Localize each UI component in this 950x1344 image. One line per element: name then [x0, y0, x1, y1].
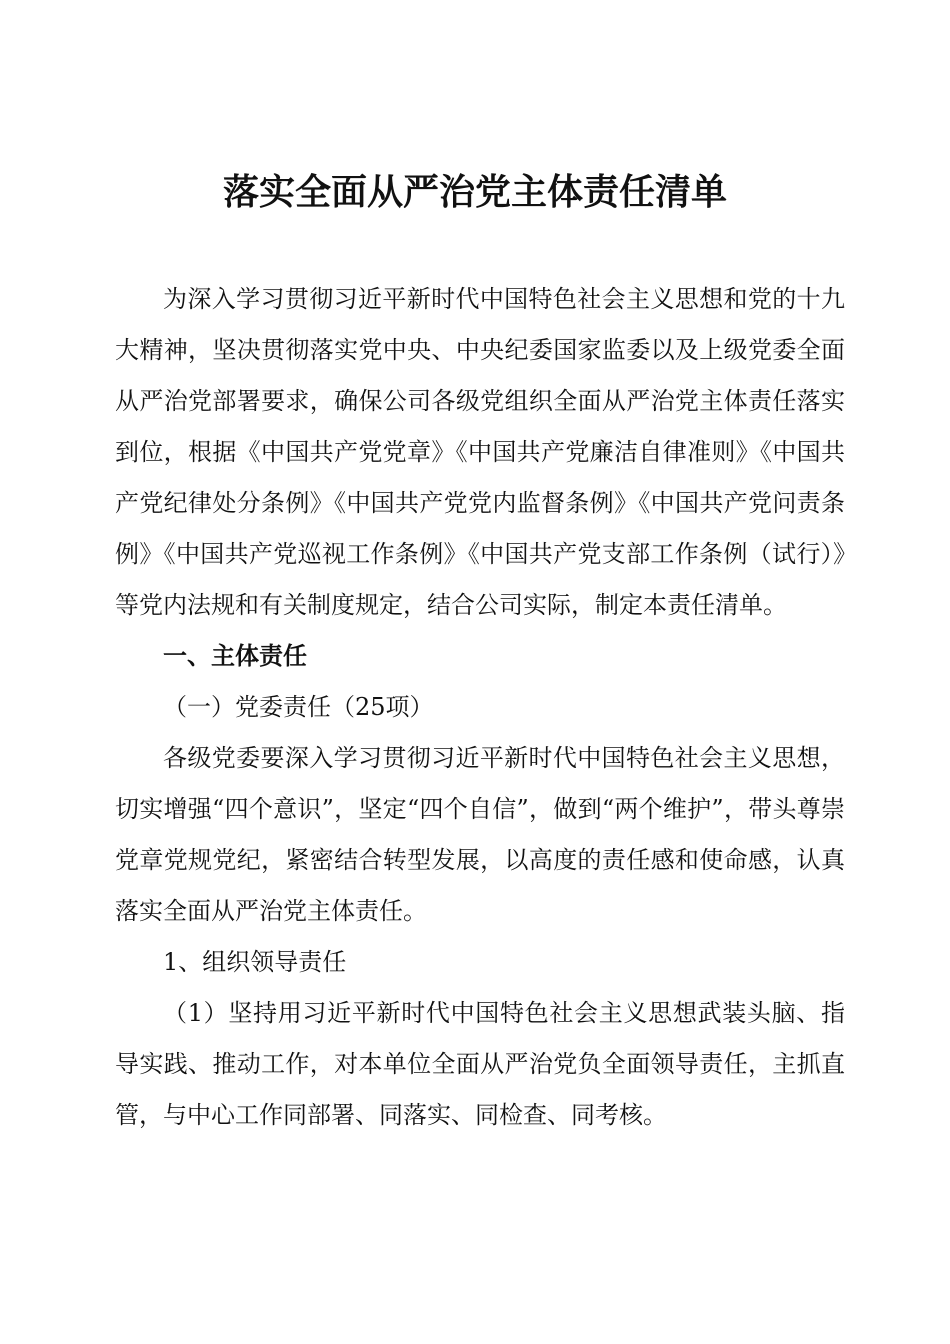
section-heading-main-responsibility: 一、主体责任	[163, 642, 307, 670]
party-committee-paragraph: 各级党委要深入学习贯彻习近平新时代中国特色社会主义思想，切实增强“四个意识”，坚定“四个自信”，做到“两个维护”，带头尊崇党章党规党纪，紧密结合转型发展，以高度的责任感和使命感，认真落实全面从严治党主体责任。	[115, 744, 845, 925]
item-heading-organizational-leadership: 1、组织领导责任	[163, 948, 347, 976]
document-title: 落实全面从严治党主体责任清单	[222, 171, 727, 213]
intro-paragraph: 为深入学习贯彻习近平新时代中国特色社会主义思想和党的十九大精神，坚决贯彻落实党中央、中央纪委国家监委以及上级党委全面从严治党部署要求，确保公司各级党组织全面从严治党主体责任落实到位，根据《中国共产党党章》《中国共产党廉洁自律准则》《中国共产党纪律处分条例》《中国共产党党内监督条例》《中国共产党问责条例》《中国共产党巡视工作条例》《中国共产党支部工作条例（试行）》等党内法规和有关制度规定，结合公司实际，制定本责任清单。	[115, 285, 845, 619]
subsection-heading-party-committee: （一）党委责任（25项）	[163, 693, 434, 721]
item-paragraph-1: （1）坚持用习近平新时代中国特色社会主义思想武装头脑、指导实践、推动工作，对本单位全面从严治党负全面领导责任，主抓直管，与中心工作同部署、同落实、同检查、同考核。	[115, 999, 845, 1129]
document-body	[115, 274, 845, 1141]
